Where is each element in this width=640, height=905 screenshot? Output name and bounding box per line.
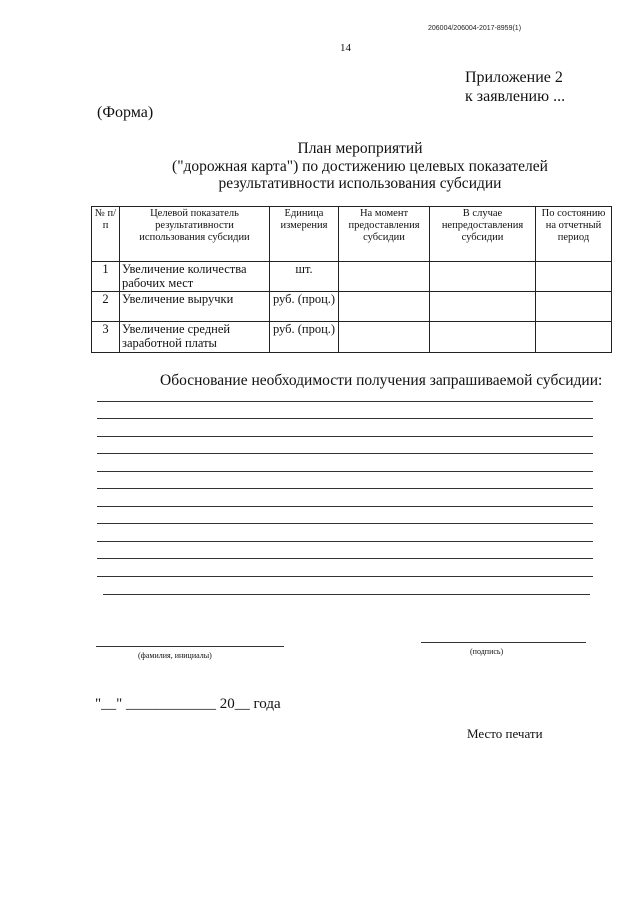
table-row xyxy=(92,262,612,292)
cell-no-grant[interactable] xyxy=(430,322,536,353)
justification-line[interactable] xyxy=(97,401,593,402)
form-label: (Форма) xyxy=(97,104,154,121)
justification-title: Обоснование необходимости получения запрашиваемой субсидии: xyxy=(160,372,603,389)
appendix-line-1: Приложение 2 xyxy=(465,69,563,86)
name-signature-line[interactable] xyxy=(96,646,284,647)
cell-num: 3 xyxy=(92,322,120,353)
cell-num: 1 xyxy=(92,262,120,292)
stamp-label: Место печати xyxy=(467,726,543,741)
title-line-2: ("дорожная карта") по достижению целевых показателей xyxy=(172,157,548,175)
cell-indicator: Увеличение средней заработной платы xyxy=(120,322,270,353)
appendix-note xyxy=(465,68,565,106)
appendix-line-2: к заявлению ... xyxy=(465,88,566,105)
cell-report[interactable] xyxy=(536,262,612,292)
justification-line[interactable] xyxy=(97,418,593,419)
document-id: 206004/206004-2017-8959(1) xyxy=(428,25,522,32)
header-at-grant: На момент предоставления субсидии xyxy=(339,207,430,262)
header-no-grant: В случае непредоставления субсидии xyxy=(430,207,536,262)
cell-no-grant[interactable] xyxy=(430,262,536,292)
title-line-3: результативности использования субсидии xyxy=(218,175,502,192)
header-indicator: Целевой показатель результативности использования субсидии xyxy=(120,207,270,262)
cell-at-grant[interactable] xyxy=(339,322,430,353)
cell-indicator: Увеличение выручки xyxy=(120,292,270,322)
title-line-1: План мероприятий xyxy=(297,140,423,157)
justification-line[interactable] xyxy=(97,506,593,507)
header-report: По состоянию на отчетный период xyxy=(536,207,612,262)
header-unit: Единица измерения xyxy=(270,207,339,262)
header-num: № п/п xyxy=(92,207,120,262)
cell-report[interactable] xyxy=(536,322,612,353)
cell-unit: руб. (проц.) xyxy=(270,322,339,353)
justification-line[interactable] xyxy=(97,558,593,559)
cell-at-grant[interactable] xyxy=(339,292,430,322)
cell-num: 2 xyxy=(92,292,120,322)
justification-line[interactable] xyxy=(103,594,590,595)
justification-line[interactable] xyxy=(97,436,593,437)
justification-line[interactable] xyxy=(97,523,593,524)
signature-line[interactable] xyxy=(421,642,586,643)
table-row xyxy=(92,322,612,353)
justification-line[interactable] xyxy=(97,471,593,472)
cell-no-grant[interactable] xyxy=(430,292,536,322)
cell-unit: руб. (проц.) xyxy=(270,292,339,322)
justification-line[interactable] xyxy=(97,576,593,577)
page-number: 14 xyxy=(340,42,351,54)
cell-report[interactable] xyxy=(536,292,612,322)
name-label: (фамилия, инициалы) xyxy=(138,651,212,660)
cell-indicator: Увеличение количества рабочих мест xyxy=(120,262,270,292)
justification-line[interactable] xyxy=(97,541,593,542)
justification-line[interactable] xyxy=(97,453,593,454)
table-header-row xyxy=(92,207,612,262)
roadmap-table xyxy=(91,206,612,353)
page-title xyxy=(100,140,620,193)
cell-at-grant[interactable] xyxy=(339,262,430,292)
cell-unit: шт. xyxy=(270,262,339,292)
justification-line[interactable] xyxy=(97,488,593,489)
date-line: "__" ____________ 20__ года xyxy=(95,696,281,712)
signature-label: (подпись) xyxy=(470,647,504,656)
table-row xyxy=(92,292,612,322)
